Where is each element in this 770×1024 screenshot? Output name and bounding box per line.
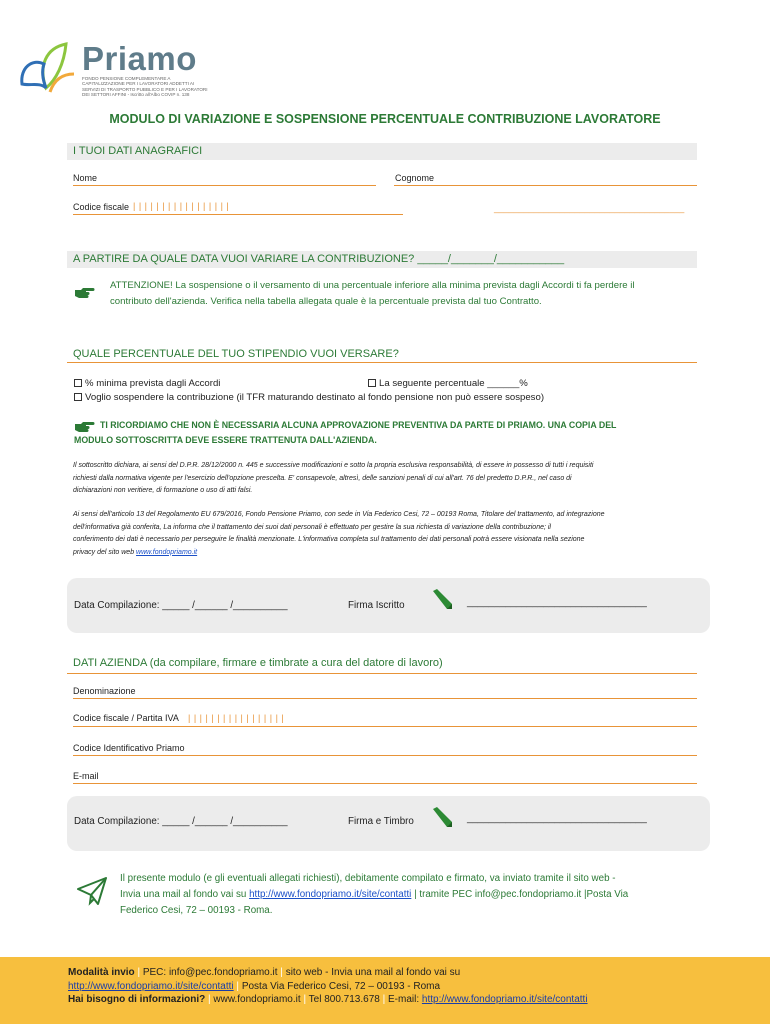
company-tax-boxes[interactable]: | | | | | | | | | | | | | | | | | bbox=[188, 713, 285, 723]
worker-date-field[interactable]: Data Compilazione: _____ /______ /__________ bbox=[74, 600, 288, 611]
option-custom-label: La seguente percentuale ______% bbox=[379, 378, 528, 389]
page-title: MODULO DI VARIAZIONE E SOSPENSIONE PERCENTUALE CONTRIBUZIONE LAVORATORE bbox=[109, 112, 661, 126]
company-date-field[interactable]: Data Compilazione: _____ /______ /__________ bbox=[74, 816, 288, 827]
privacy-link[interactable]: www.fondopriamo.it bbox=[136, 548, 198, 556]
option-min-label: % minima prevista dagli Accordi bbox=[85, 378, 221, 389]
logo-tagline: FONDO PENSIONE COMPLEMENTARE A CAPITALIZZAZIONE PER I LAVORATORI ADDETTI AI SERVIZI DI TRASPORTO PUBBLICO E PER I LAVORATORI DEI SETTORI AFFINI - Iscritto all'Albo COVIP n. 138 bbox=[82, 76, 208, 97]
priamo-code-input[interactable] bbox=[73, 755, 697, 756]
warning-text-line2: contributo dell'azienda. Verifica nella tabella allegata quale è la percentuale prevista dal tuo Contratto. bbox=[110, 296, 542, 307]
reminder-line2: MODULO SOTTOSCRITTA DEVE ESSERE TRATTENUTA DALL'AZIENDA. bbox=[74, 435, 377, 445]
checkbox-suspend[interactable] bbox=[74, 393, 82, 401]
declaration-text: Il sottoscritto dichiara, ai sensi del D.P.R. 28/12/2000 n. 445 e successive modificazioni e sotto la propria esclusiva responsabilità, di essere in possesso di tutti i requisiti richiesti dalla normativa vigente per l'esercizio dell'opzione prescelta. E' consapevole, altresì, delle sanzioni penali di cui all'art. 76 del predetto D.P.R., nel caso di dichiarazioni non veritiere, di formazione o uso di atti falsi. bbox=[73, 462, 594, 494]
checkbox-custom[interactable] bbox=[368, 379, 376, 387]
company-email-label: E-mail bbox=[73, 771, 99, 781]
company-name-label: Denominazione bbox=[73, 686, 136, 696]
footer-pec: PEC: info@pec.fondopriamo.it bbox=[142, 967, 278, 978]
surname-input[interactable] bbox=[394, 185, 697, 186]
butterfly-logo-icon bbox=[16, 40, 80, 100]
footer-post: Posta Via Federico Cesi, 72 – 00193 - Roma bbox=[241, 980, 441, 992]
contact-link[interactable]: http://www.fondopriamo.it/site/contatti bbox=[249, 889, 412, 900]
warning-text-line1: ATTENZIONE! La sospensione o il versamento di una percentuale inferiore alla minima prevista dagli Accordi ti fa perdere il bbox=[110, 280, 635, 291]
footer-contact-link[interactable]: http://www.fondopriamo.it/site/contatti bbox=[68, 980, 234, 992]
footer-email-link[interactable]: http://www.fondopriamo.it/site/contatti bbox=[421, 994, 588, 1005]
name-label: Nome bbox=[73, 173, 98, 183]
checkbox-min[interactable] bbox=[74, 379, 82, 387]
footer-help-label: Hai bisogno di informazioni? bbox=[68, 994, 206, 1005]
send-instructions: Il presente modulo (e gli eventuali allegati richiesti), debitamente compilato e firmato, va inviato tramite il sito web - Invia una mail al fondo vai su http://www.fondopriamo.it/site/contatti | tramite PEC info@pec.fondopriamo.it |Posta Via Federico Cesi, 72 – 00193 - Roma. bbox=[120, 873, 629, 916]
pointing-hand-icon bbox=[75, 420, 95, 434]
surname-label: Cognome bbox=[395, 173, 435, 183]
option-suspend-label: Voglio sospendere la contribuzione (il TFR maturando destinato al fondo pensione non può essere sospeso) bbox=[85, 392, 545, 403]
footer-tel: Tel 800.713.678 bbox=[308, 994, 380, 1005]
company-tax-underline bbox=[73, 726, 697, 727]
company-sign-label: Firma e Timbro bbox=[348, 816, 414, 827]
reminder-line1: TI RICORDIAMO CHE NON È NECESSARIA ALCUNA APPROVAZIONE PREVENTIVA DA PARTE DI PRIAMO. UNA COPIA DEL bbox=[100, 420, 617, 430]
tax-code-label: Codice fiscale bbox=[73, 202, 130, 212]
name-input[interactable] bbox=[73, 185, 376, 186]
company-email-input[interactable] bbox=[73, 783, 697, 784]
pencil-icon bbox=[430, 587, 454, 611]
logo-wordmark: Priamo bbox=[82, 40, 197, 77]
footer-site: www.fondopriamo.it bbox=[213, 994, 301, 1005]
worker-signature-line[interactable]: _________________________________ bbox=[467, 597, 647, 608]
option-suspend[interactable] bbox=[74, 390, 544, 406]
section-company: DATI AZIENDA (da compilare, firmare e timbrate a cura del datore di lavoro) bbox=[67, 655, 697, 674]
footer-web: sito web - Invia una mail al fondo vai su bbox=[285, 967, 461, 978]
footer-mode-label: Modalità invio bbox=[68, 967, 135, 978]
worker-sign-label: Firma Iscritto bbox=[348, 600, 405, 611]
pointing-hand-icon bbox=[75, 286, 95, 300]
tax-code-underline bbox=[73, 214, 403, 215]
tax-code-boxes[interactable]: | | | | | | | | | | | | | | | | | bbox=[133, 201, 230, 211]
company-signature-line[interactable]: _________________________________ bbox=[467, 813, 647, 824]
footer-email-prefix: E-mail: bbox=[388, 994, 422, 1005]
section-variation-date: A PARTIRE DA QUALE DATA VUOI VARIARE LA CONTRIBUZIONE? _____/_______/___________ bbox=[67, 251, 697, 268]
privacy-text: Ai sensi dell'articolo 13 del Regolamento EU 679/2016, Fondo Pensione Priamo, con sede in Via Federico Cesi, 72 – 00193 Roma, Titolare del trattamento, ad integrazione dell'informativa già conferita, La informa che il trattamento dei suoi dati personali è effettuato per gestire la sua richiesta di variazione della contribuzione; il conferimento dei dati è necessario per perseguire le finalità menzionate. L'informativa completa sul trattamento dei dati personali potrà essere visionata nella sezione privacy del sito web www.fondopriamo.it bbox=[73, 511, 605, 556]
paper-plane-icon bbox=[76, 876, 108, 906]
section-personal-data: I TUOI DATI ANAGRAFICI bbox=[67, 143, 697, 160]
priamo-code-label: Codice Identificativo Priamo bbox=[73, 743, 185, 753]
company-name-input[interactable] bbox=[73, 698, 697, 699]
section-percentage: QUALE PERCENTUALE DEL TUO STIPENDIO VUOI VERSARE? bbox=[67, 346, 697, 363]
company-tax-label: Codice fiscale / Partita IVA bbox=[73, 713, 179, 723]
extra-blank-field[interactable]: ______________________________________ bbox=[494, 203, 685, 213]
pencil-icon bbox=[430, 805, 454, 829]
footer-text: Modalità invio | PEC: info@pec.fondopriamo.it | sito web - Invia una mail al fondo vai su http://www.fondopriamo.it/site/contatti | Posta Via Federico Cesi, 72 – 00193 - Roma Hai bisogno di informazioni? | www.fondopriamo.it | Tel 800.713.678 | E-mail: http://www.fondopriamo.it/site/contatti bbox=[68, 967, 588, 1005]
